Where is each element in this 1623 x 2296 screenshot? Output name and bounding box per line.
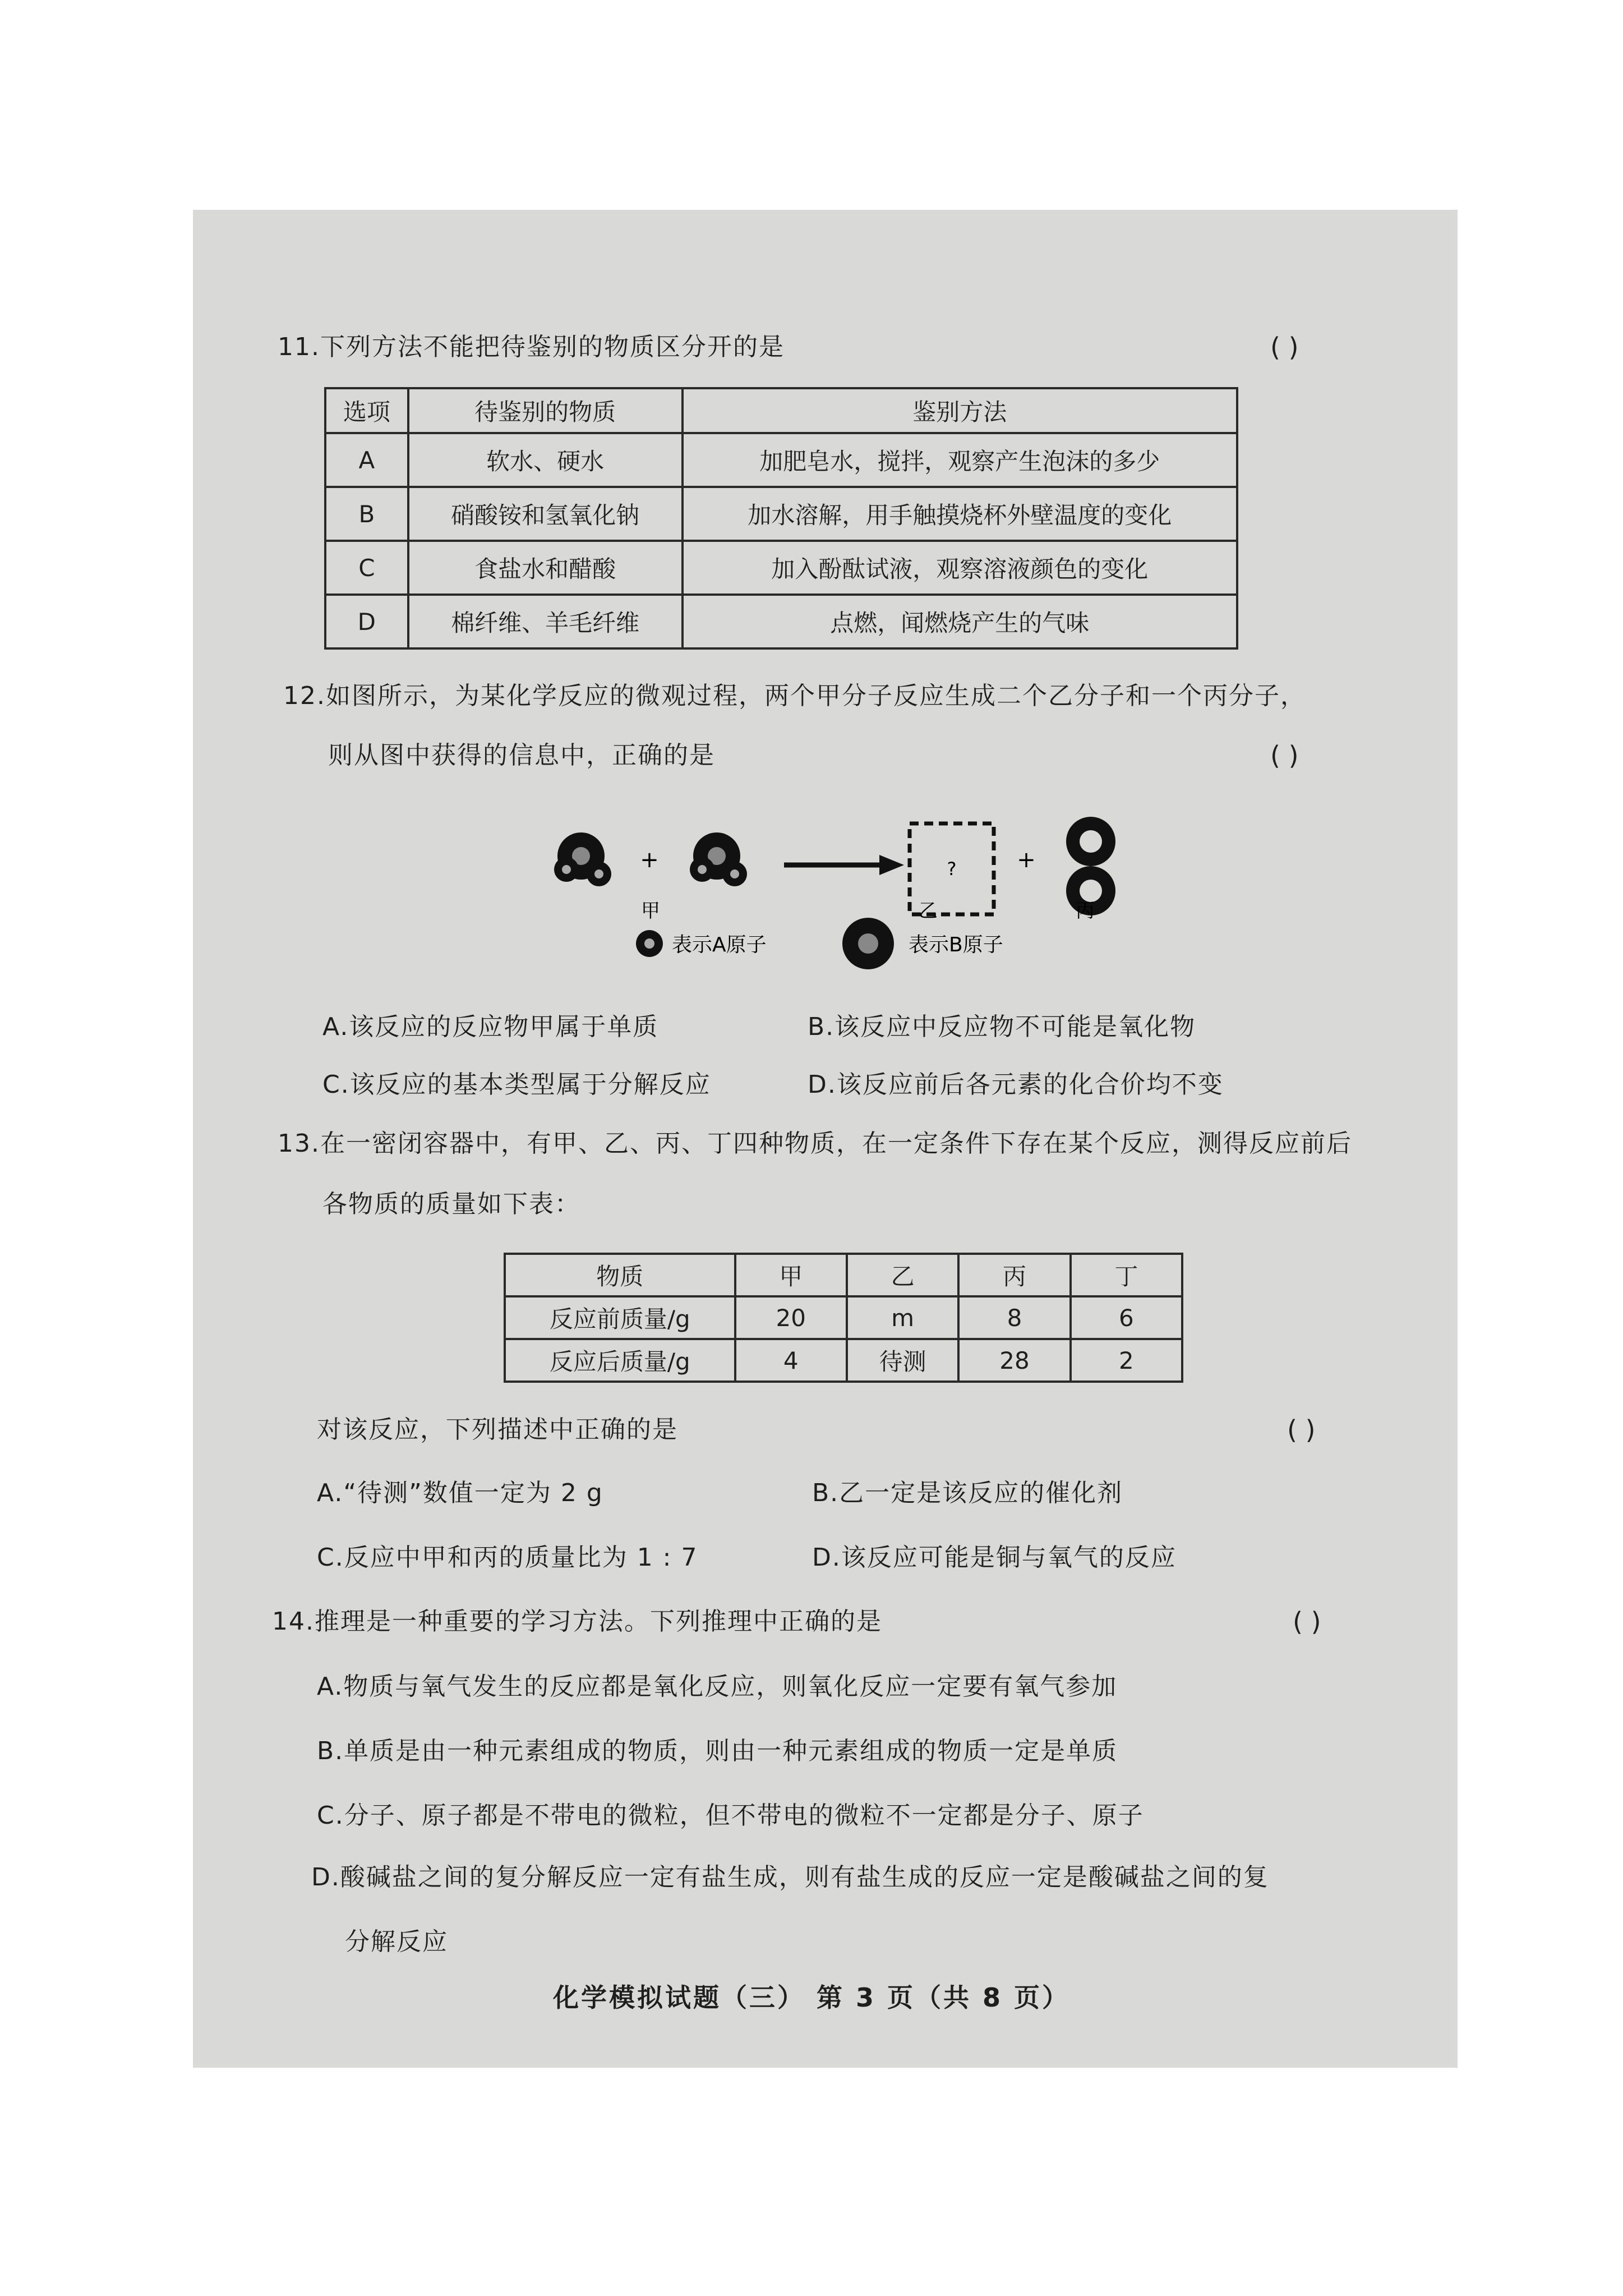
table-cell: 硝酸铵和氢氧化钠 [408, 487, 683, 541]
table-cell: 6 [1071, 1296, 1182, 1339]
label-jia: 甲 [641, 900, 660, 922]
table-cell: 点燃，闻燃烧产生的气味 [683, 595, 1237, 648]
table-row [325, 541, 1237, 595]
label-bing: 丙 [1076, 900, 1095, 922]
table-cell: 反应前质量/g [505, 1296, 735, 1339]
q14-answer-bracket: ( ) [1293, 1607, 1321, 1637]
table-cell: 加入酚酞试液，观察溶液颜色的变化 [683, 541, 1237, 595]
table-header-cell: 待鉴别的物质 [408, 388, 683, 433]
q13-option-c: C.反应中甲和丙的质量比为 1 : 7 [317, 1543, 698, 1572]
q13-stem-line1: 13.在一密闭容器中，有甲、乙、丙、丁四种物质，在一定条件下存在某个反应，测得反应前后 [278, 1129, 1352, 1158]
legend-atom-b-text: 表示B原子 [909, 933, 1003, 956]
q13-option-d: D.该反应可能是铜与氧气的反应 [812, 1543, 1177, 1572]
q12-stem-line2: 则从图中获得的信息中，正确的是 [328, 741, 715, 770]
q11-answer-bracket: ( ) [1270, 332, 1299, 362]
table-header-cell: 鉴别方法 [683, 388, 1237, 433]
table-cell: A [325, 433, 408, 487]
legend-atom-a [636, 930, 767, 957]
q14-stem: 14.推理是一种重要的学习方法。下列推理中正确的是 [272, 1607, 882, 1636]
table-cell: 4 [735, 1339, 847, 1382]
table-cell: 20 [735, 1296, 847, 1339]
q12-option-c: C.该反应的基本类型属于分解反应 [322, 1070, 711, 1099]
q13-answer-bracket: ( ) [1287, 1415, 1316, 1445]
table-header-cell: 选项 [325, 388, 408, 433]
q13-option-a: A.“待测”数值一定为 2 g [317, 1479, 603, 1507]
q13-table-header [505, 1254, 1182, 1296]
table-header-cell: 乙 [847, 1254, 958, 1296]
table-cell: B [325, 487, 408, 541]
table-cell: 加肥皂水，搅拌，观察产生泡沫的多少 [683, 433, 1237, 487]
q14-option-b: B.单质是由一种元素组成的物质，则由一种元素组成的物质一定是单质 [317, 1737, 1118, 1765]
molecule-jia-2 [690, 832, 747, 886]
table-header-cell: 物质 [505, 1254, 735, 1296]
q12-answer-bracket: ( ) [1270, 740, 1299, 771]
q11-table [324, 387, 1238, 650]
table-header-cell: 甲 [735, 1254, 847, 1296]
table-row [505, 1296, 1182, 1339]
table-cell: 待测 [847, 1339, 958, 1382]
reaction-diagram [538, 813, 1183, 987]
table-cell: 28 [958, 1339, 1070, 1382]
q13-option-b: B.乙一定是该反应的催化剂 [812, 1479, 1123, 1507]
table-cell: D [325, 595, 408, 648]
table-row [325, 487, 1237, 541]
table-cell: C [325, 541, 408, 595]
legend-atom-a-text: 表示A原子 [672, 933, 767, 956]
table-cell: 加水溶解，用手触摸烧杯外壁温度的变化 [683, 487, 1237, 541]
table-cell: 软水、硬水 [408, 433, 683, 487]
q13-stem-line2: 各物质的质量如下表： [322, 1190, 580, 1218]
table-row [325, 595, 1237, 648]
q14-option-d-continued: 分解反应 [345, 1927, 448, 1956]
q11-stem: 11.下列方法不能把待鉴别的物质区分开的是 [278, 333, 785, 361]
q11-table-header [325, 388, 1237, 433]
table-row [505, 1339, 1182, 1382]
table-header-cell: 丁 [1071, 1254, 1182, 1296]
q12-option-d: D.该反应前后各元素的化合价均不变 [808, 1070, 1224, 1099]
molecule-jia-1 [554, 832, 611, 886]
q12-option-b: B.该反应中反应物不可能是氧化物 [808, 1013, 1196, 1041]
reaction-arrow [784, 855, 904, 875]
q13-question: 对该反应，下列描述中正确的是 [317, 1415, 678, 1444]
q12-stem-line1: 12.如图所示，为某化学反应的微观过程，两个甲分子反应生成二个乙分子和一个丙分子， [283, 682, 1306, 710]
page-footer: 化学模拟试题（三） 第 3 页（共 8 页） [552, 1982, 1071, 2013]
question-mark: ? [947, 858, 957, 880]
table-cell: 食盐水和醋酸 [408, 541, 683, 595]
plus-sign: + [1017, 847, 1036, 873]
table-cell: 棉纤维、羊毛纤维 [408, 595, 683, 648]
q12-option-a: A.该反应的反应物甲属于单质 [322, 1013, 659, 1041]
q14-option-c: C.分子、原子都是不带电的微粒，但不带电的微粒不一定都是分子、原子 [317, 1801, 1144, 1830]
plus-sign: + [640, 847, 659, 873]
label-yi: 乙 [919, 900, 938, 922]
table-cell: 8 [958, 1296, 1070, 1339]
legend-atom-b [842, 918, 1003, 969]
table-cell: m [847, 1296, 958, 1339]
table-header-cell: 丙 [958, 1254, 1070, 1296]
table-row [325, 433, 1237, 487]
q13-table [504, 1253, 1183, 1383]
q14-option-a: A.物质与氧气发生的反应都是氧化反应，则氧化反应一定要有氧气参加 [317, 1672, 1118, 1701]
table-cell: 2 [1071, 1339, 1182, 1382]
q14-option-d: D.酸碱盐之间的复分解反应一定有盐生成，则有盐生成的反应一定是酸碱盐之间的复 [311, 1863, 1269, 1892]
table-cell: 反应后质量/g [505, 1339, 735, 1382]
